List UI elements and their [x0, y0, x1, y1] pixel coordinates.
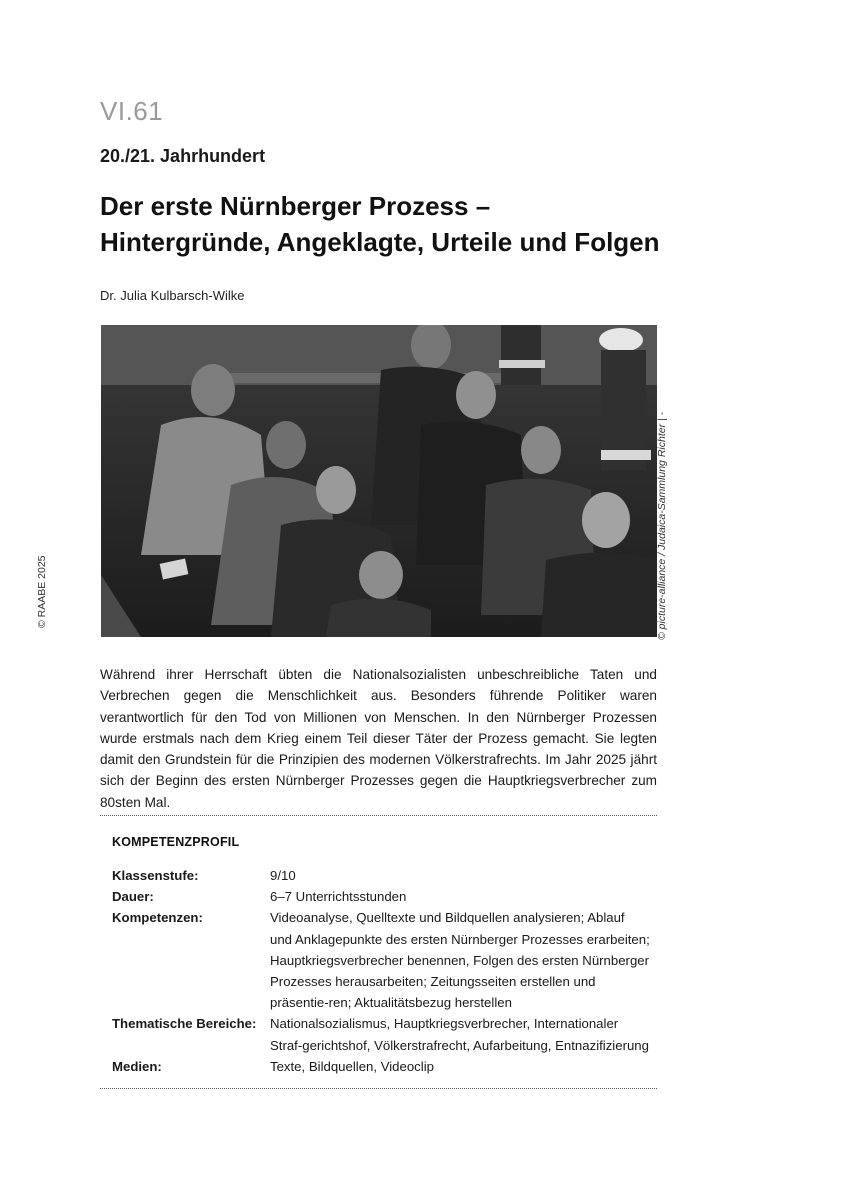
- profile-label: Klassenstufe:: [112, 868, 199, 883]
- trial-photo: [101, 325, 657, 637]
- profile-label: Kompetenzen:: [112, 910, 203, 926]
- profile-value: Videoanalyse, Quelltexte und Bildquellen analysieren; Ablauf und Anklagepunkte des ersten Nürnberger Prozesses erarbeiten; Hauptkriegsverbrecher benennen, Folgen des ersten Nürnberger Prozesses herausarbeiten; Zeitungsseiten erstellen und präsentie-ren; Aktualitätsbezug herstellen: [270, 910, 650, 1011]
- intro-paragraph: Während ihrer Herrschaft übten die Nationalsozialisten unbeschreibliche Taten und Verbrechen gegen die Menschlichkeit aus. Besonders führende Politiker waren verantwortlich für den Tod von Millionen von Menschen. In den Nürnberger Prozessen wurde erstmals nach dem Krieg einem Teil dieser Täter der Prozess gemacht. Sie legten damit den Grundstein für die Prinzipien des modernen Völkerstrafrechts. Im Jahr 2025 jährt sich der Beginn des ersten Nürnberger Prozesses gegen die Hauptkriegsverbrecher zum 80sten Mal.: [100, 667, 657, 810]
- author: Dr. Julia Kulbarsch-Wilke: [100, 288, 245, 303]
- photo-credit: © picture-alliance / Judaica-Sammlung Richter | -: [656, 411, 668, 640]
- page-title: [100, 188, 720, 260]
- epoch-label: 20./21. Jahrhundert: [100, 146, 266, 166]
- profile-label: Medien:: [112, 1058, 162, 1074]
- profile-row-topics: [112, 1013, 657, 1055]
- profile-row-grade: [112, 865, 657, 886]
- competence-profile-heading: KOMPETENZPROFIL: [112, 835, 240, 849]
- profile-value: 9/10: [270, 868, 296, 883]
- profile-row-competences: [112, 907, 657, 1013]
- profile-label: Dauer:: [112, 889, 154, 905]
- title-line-1: Der erste Nürnberger Prozess –: [100, 191, 491, 221]
- profile-value: Texte, Bildquellen, Videoclip: [270, 1058, 434, 1074]
- competence-profile: [112, 865, 657, 1077]
- profile-value: Nationalsozialismus, Hauptkriegsverbrecher, Internationaler Straf-gerichtshof, Völkerstrafrecht, Aufarbeitung, Entnazifizierung: [270, 1016, 649, 1053]
- profile-row-media: [112, 1056, 657, 1077]
- unit-code: VI.61: [100, 96, 164, 126]
- side-copyright: © RAABE 2025: [36, 555, 48, 628]
- profile-label: Thematische Bereiche:: [112, 1016, 257, 1032]
- title-line-2: Hintergründe, Angeklagte, Urteile und Folgen: [100, 227, 660, 257]
- profile-value: 6–7 Unterrichtsstunden: [270, 889, 407, 905]
- photo-illustration: [101, 325, 657, 637]
- dotted-divider-bottom: [100, 1088, 657, 1089]
- profile-row-duration: [112, 886, 657, 907]
- dotted-divider-top: [100, 815, 657, 816]
